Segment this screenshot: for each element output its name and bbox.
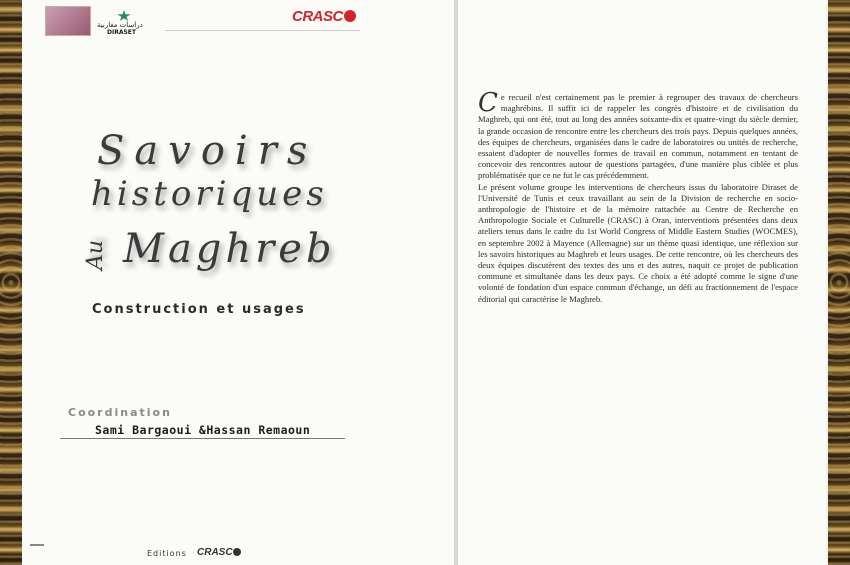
crasc-logo-bottom: [197, 547, 241, 558]
coordination-label: Coordination: [68, 406, 172, 419]
book-subtitle: Construction et usages: [92, 302, 306, 317]
drop-cap: C: [478, 88, 498, 118]
crasc-logo-bottom-text: CRASC: [197, 547, 233, 558]
pink-logo: [45, 6, 91, 36]
diraset-logo: [95, 10, 155, 36]
paragraph-1-text: e recueil n'est certainement pas le premier à regrouper des travaux de chercheurs maghrébins. Il suffit ici de rappeler les congrès d'histoire et de civilisation du Maghreb, qui ont été, tout au long des années soixante-dix et quatre-vingt du siècle dernier, la grande occasion de rencontre entre les chercheurs des trois pays. Depuis quelques années, des équipes de chercheurs, organisées dans le cadre de laboratoires ou unités de recherche, essaient d'adopter de nouvelles formes de travail en commun, notamment en tentant de concevoir des rencontres autour de questions partagées, d'une manière plus ciblée et plus problématisée que ce ne fut le cas précédemment.: [478, 92, 798, 181]
coordination-rule: [60, 438, 345, 439]
preface-text: [478, 88, 798, 305]
bottom-mark: [30, 544, 44, 546]
paragraph-1: [478, 88, 798, 182]
title-au: Au: [83, 239, 108, 270]
partner-logos: [45, 6, 165, 38]
diraset-label: DIRASET: [107, 29, 136, 36]
editions-label: Editions: [147, 549, 187, 558]
paragraph-2: Le présent volume groupe les interventions de chercheurs issus du laboratoire Diraset de l'Université de Tunis et ceux travaillant au sein de la Division de recherche en socio-anthropologie de l'histoire et de la mémoire rattachée au Centre de Recherche en Anthropologie Sociale et Culturelle (CRASC) à Oran, interventions présentées dans deux ateliers tenus dans le cadre du 1st World Congress of Middle Eastern Studies (WOCMES), en septembre 2002 à Mayence (Allemagne) sur un thème quasi identique, une réflexion sur les savoirs historiques au Maghreb et leurs usages. De cette rencontre, où les chercheurs des deux équipes discutèrent des textes des uns et des autres, naquit ce projet de publication commune et simultanée dans les deux pays. Ce choix a été adopté comme le signe d'une volonté de fondation d'un espace commun d'échange, un défi au fractionnement de l'espace éditorial qui caractérise le Maghreb.: [478, 181, 798, 304]
decorative-border-right: [828, 0, 850, 565]
diraset-arabic-label: دراسات مغاربية: [97, 21, 143, 29]
globe-icon: [233, 548, 241, 556]
title-line-1: Savoirs: [97, 128, 318, 174]
crasc-logo-top: [292, 8, 356, 25]
decorative-border-left: [0, 0, 22, 565]
crasc-logo-text: CRASC: [292, 8, 343, 25]
book-title: [85, 128, 385, 308]
title-line-3: Maghreb: [123, 226, 336, 272]
header-rule: [165, 30, 360, 31]
globe-icon: [344, 10, 356, 22]
coordinator-names: Sami Bargaoui &Hassan Remaoun: [95, 423, 311, 437]
title-line-2: historiques: [91, 174, 328, 214]
